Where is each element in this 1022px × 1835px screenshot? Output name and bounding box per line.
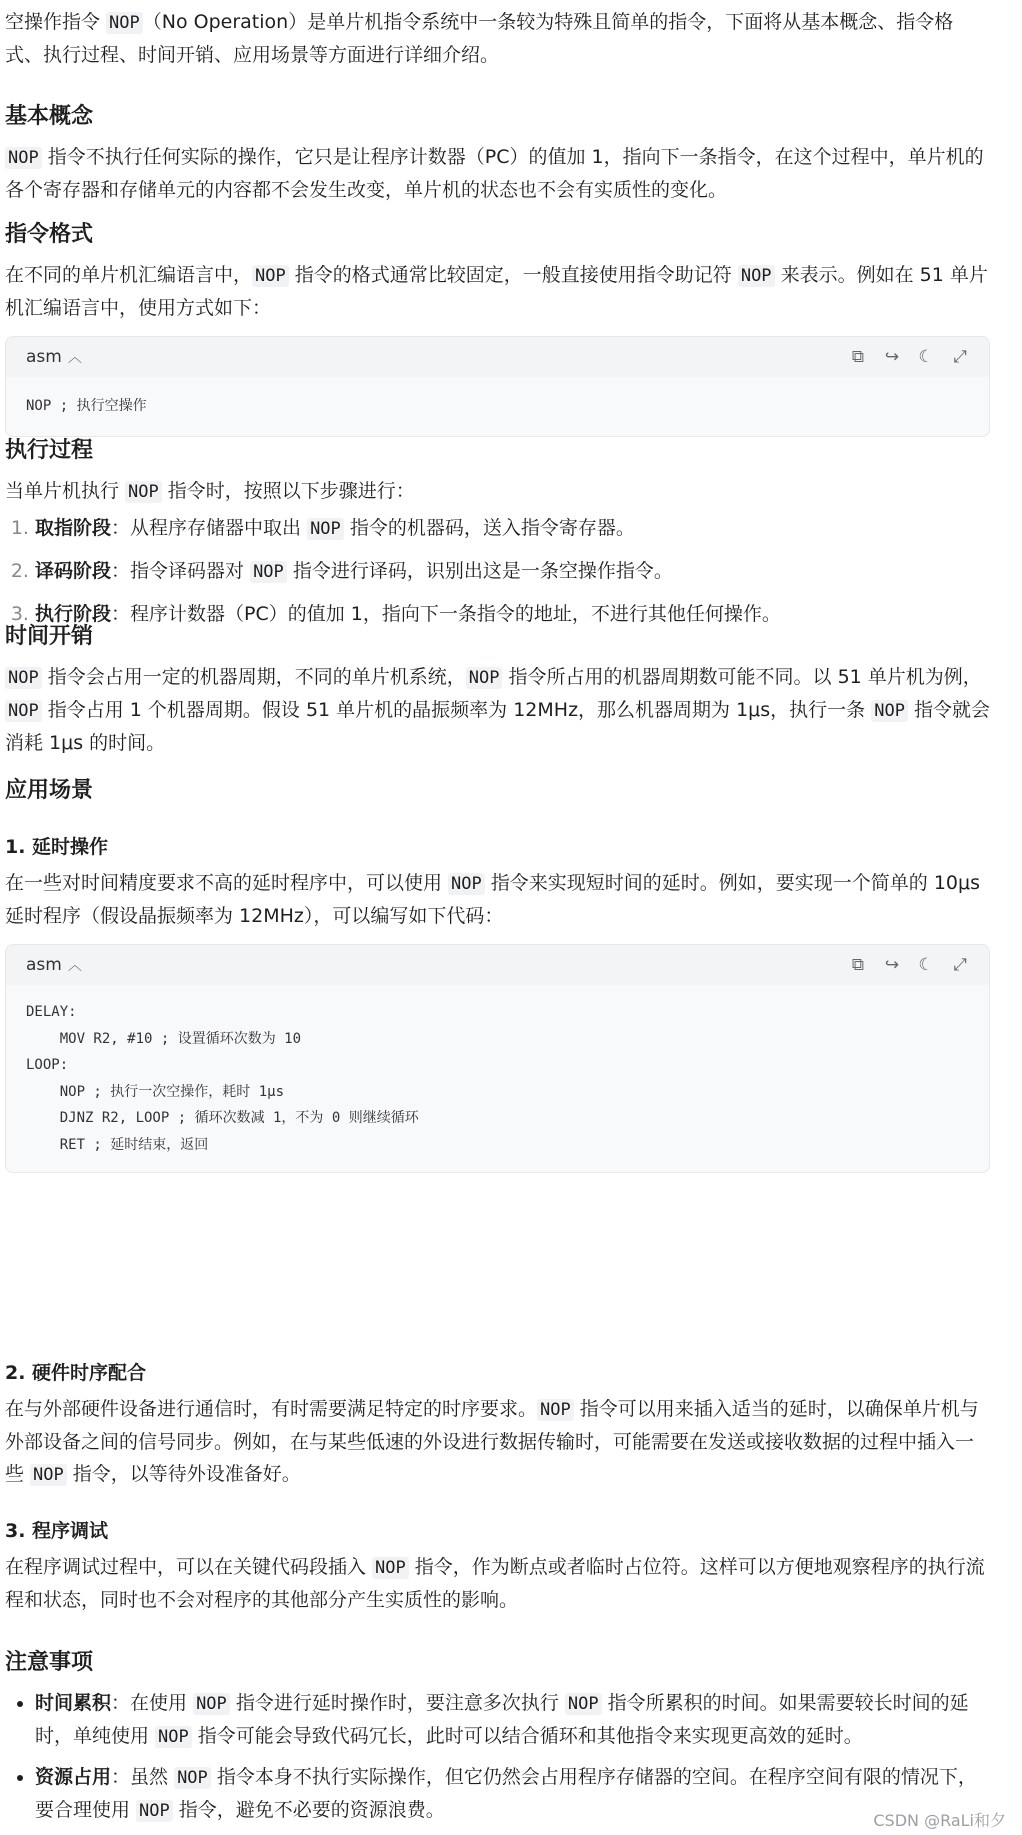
section-heading: 应用场景 [5,778,94,803]
intro-section [5,6,990,71]
section-heading: 注意事项 [5,1650,94,1675]
debug-paragraph: 在程序调试过程中，可以在关键代码段插入 NOP 指令，作为断点或者临时占位符。这样可以方便地观察程序的执行流程和状态，同时也不会对程序的其他部分产生实质性的影响。 [5,1556,985,1611]
timing-paragraph: NOP 指令会占用一定的机器周期，不同的单片机系统， NOP 指令所占用的机器周期数可能不同。以 51 单片机为例，NOP 指令占用 1 个机器周期。假设 51 单片机的晶振频率为 12MHz，那么机器周期为 1μs，执行一条 NOP 指令就会消耗 1μs 的时间。 [5,666,990,754]
watermark: CSDN @RaLi和夕 [873,1811,1006,1830]
code-block-header [6,337,989,377]
hw-paragraph: 在与外部硬件设备进行通信时，有时需要满足特定的时序要求。 NOP 指令可以用来插入适当的延时，以确保单片机与外部设备之间的信号同步。例如，在与某些低速的外设进行数据传输时，可能需要在发送或接收数据的过程中插入一些 NOP 指令，以等待外设准备好。 [5,1398,979,1485]
wrap-icon[interactable]: ↪ [884,347,900,367]
delay-subsection [5,832,990,1173]
list-item: • 时间累积：在使用 NOP 指令进行延时操作时，要注意多次执行 NOP 指令所累积的时间。如果需要较长时间的延时，单纯使用 NOP 指令可能会导致代码冗长，此时可以结合循环和其他指令来实现更高效的延时。 [35,1687,990,1753]
notes-section [5,1648,990,1835]
code-content: DELAY: MOV R2, #10 ; 设置循环次数为 10 LOOP: NOP ; 执行一次空操作，耗时 1μs DJNZ R2, LOOP ; 循环次数减 1，不为 0 则继续循环 RET ; 延时结束，返回 [26,1004,419,1153]
intro-paragraph: 空操作指令 NOP （No Operation）是单片机指令系统中一条较为特殊且简单的指令，下面将从基本概念、指令格式、执行过程、时间开销、应用场景等方面进行详细介绍。 [5,11,954,66]
subsection-heading: 3. 程序调试 [5,1520,109,1542]
wrap-icon[interactable]: ↪ [884,955,900,975]
section-heading: 执行过程 [5,438,94,463]
chevron-up-icon: ︿ [67,958,82,974]
theme-icon[interactable]: ☾ [918,347,934,367]
theme-icon[interactable]: ☾ [918,955,934,975]
format-paragraph: 在不同的单片机汇编语言中， NOP 指令的格式通常比较固定，一般直接使用指令助记符 NOP 来表示。例如在 51 单片机汇编语言中，使用方式如下： [5,264,988,319]
code-block [5,944,990,1173]
expand-icon[interactable]: ⤢ [953,347,967,367]
section-heading: 基本概念 [5,104,94,129]
hw-subsection [5,1358,990,1491]
debug-subsection [5,1516,990,1616]
list-item: 3. 执行阶段：程序计数器（PC）的值加 1，指向下一条指令的地址，不进行其他任何操作。 [35,598,990,630]
format-section [5,220,990,437]
list-item: 2. 译码阶段：指令译码器对 NOP 指令进行译码，识别出这是一条空操作指令。 [35,555,990,588]
delay-paragraph: 在一些对时间精度要求不高的延时程序中，可以使用 NOP 指令来实现短时间的延时。例如，要实现一个简单的 10μs 延时程序（假设晶振频率为 12MHz），可以编写如下代码： [5,872,981,927]
section-heading: 指令格式 [5,222,94,247]
notes-list [5,1687,990,1827]
inline-code: NOP [106,12,143,34]
list-item: • 资源占用：虽然 NOP 指令本身不执行实际操作，但它仍然会占用程序存储器的空间。在程序空间有限的情况下，要合理使用 NOP 指令，避免不必要的资源浪费。 [35,1761,990,1827]
code-block [5,336,990,437]
code-block-header [6,945,989,985]
apps-section [5,776,990,806]
code-language-toggle[interactable]: asm ︿ [26,347,82,367]
basic-paragraph: NOP 指令不执行任何实际的操作，它只是让程序计数器（PC）的值加 1，指向下一条指令，在这个过程中，单片机的各个寄存器和存储单元的内容都不会发生改变，单片机的状态也不会有实质性的变化。 [5,146,984,201]
expand-icon[interactable]: ⤢ [953,955,967,975]
chevron-up-icon: ︿ [67,350,82,366]
copy-icon[interactable]: ⧉ [851,955,865,975]
subsection-heading: 2. 硬件时序配合 [5,1362,147,1384]
timing-section [5,622,990,759]
basic-section [5,102,990,206]
code-language-toggle[interactable]: asm ︿ [26,955,82,975]
subsection-heading: 1. 延时操作 [5,836,109,858]
code-content: NOP ; 执行空操作 [26,398,147,414]
copy-icon[interactable]: ⧉ [851,347,865,367]
execution-paragraph: 当单片机执行 NOP 指令时，按照以下步骤进行： [5,480,415,502]
execution-section [5,436,990,640]
step-list [5,512,990,630]
section-heading: 时间开销 [5,624,94,649]
list-item: 1. 取指阶段：从程序存储器中取出 NOP 指令的机器码，送入指令寄存器。 [35,512,990,545]
